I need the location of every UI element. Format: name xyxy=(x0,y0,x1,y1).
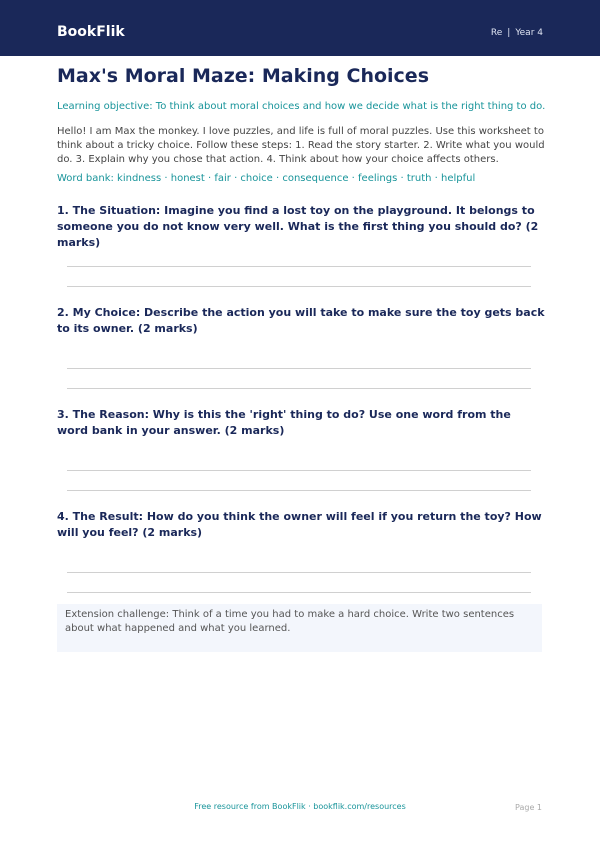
answer-line[interactable] xyxy=(67,286,531,287)
footer-credit: Free resource from BookFlik · bookflik.com/resources xyxy=(194,802,406,811)
question-3: 3. The Reason: Why is this the 'right' thing to do? Use one word from the word bank in your answer. (2 marks) xyxy=(57,408,511,437)
brand-logo: BookFlik xyxy=(57,24,125,40)
answer-line[interactable] xyxy=(67,490,531,491)
answer-line[interactable] xyxy=(67,592,531,593)
answer-line[interactable] xyxy=(67,266,531,267)
answer-line[interactable] xyxy=(67,388,531,389)
learning-objective: Learning objective: To think about moral choices and how we decide what is the right thing to do. xyxy=(57,101,546,112)
question-2: 2. My Choice: Describe the action you will take to make sure the toy gets back to its owner. (2 marks) xyxy=(57,306,545,335)
answer-line[interactable] xyxy=(67,368,531,369)
separator: | xyxy=(507,28,511,38)
extension-challenge: Extension challenge: Think of a time you had to make a hard choice. Write two sentences about what happened and what you learned. xyxy=(57,604,542,652)
question-4: 4. The Result: How do you think the owner will feel if you return the toy? How will you feel? (2 marks) xyxy=(57,510,542,539)
answer-line[interactable] xyxy=(67,572,531,573)
question-1: 1. The Situation: Imagine you find a lost toy on the playground. It belongs to someone you do not know very well. What is the first thing you should do? (2 marks) xyxy=(57,204,539,249)
intro-text: Hello! I am Max the monkey. I love puzzles, and life is full of moral puzzles. Use this worksheet to think about a tricky choice. Follow these steps: 1. Read the story starter. 2. Write what you would do. 3. Explain why you chose that action. 4. Think about how your choice affects others. xyxy=(57,126,545,165)
subject-label: Re xyxy=(490,28,503,38)
answer-line[interactable] xyxy=(67,470,531,471)
subject-year-label xyxy=(491,27,543,39)
year-label: Year 4 xyxy=(515,28,543,38)
header-bar xyxy=(0,0,600,56)
worksheet-title: Max's Moral Maze: Making Choices xyxy=(57,65,430,87)
word-bank: Word bank: kindness · honest · fair · choice · consequence · feelings · truth · helpful xyxy=(57,173,476,184)
page-number: Page 1 xyxy=(515,803,542,812)
